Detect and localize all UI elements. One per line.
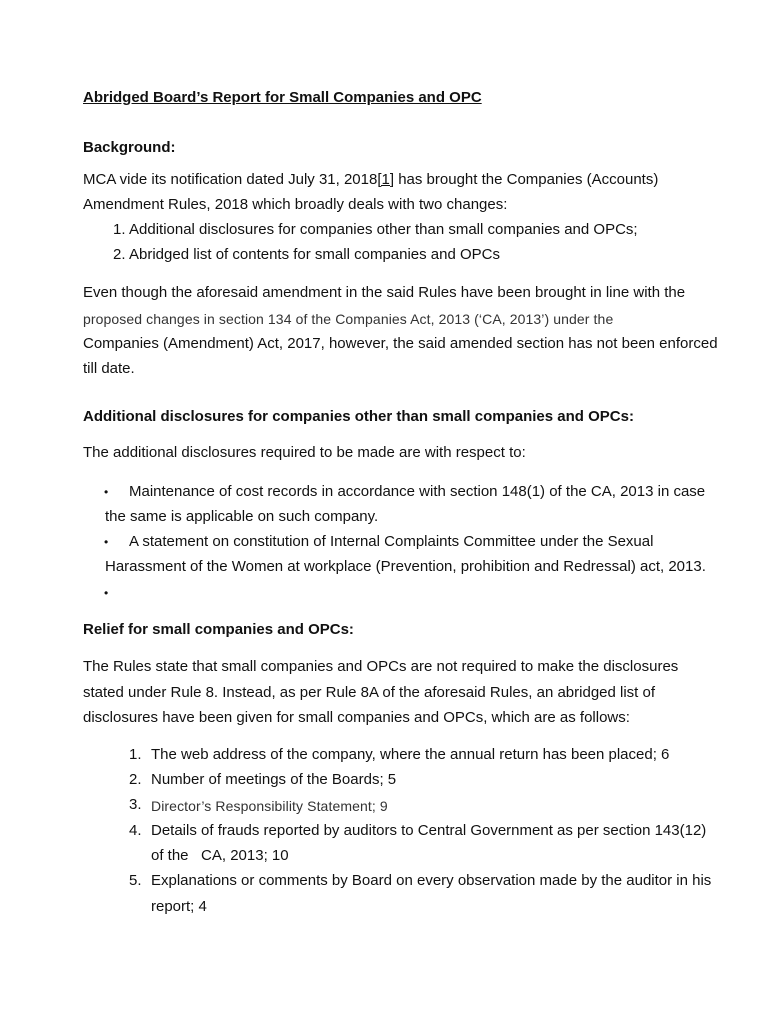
relief-item-number: 1. xyxy=(129,746,142,763)
background-heading: Background: xyxy=(83,139,176,156)
bullet-item-line: Harassment of the Women at workplace (Prevention, prohibition and Redressal) act, 2013. xyxy=(105,558,706,575)
relief-para-line: stated under Rule 8. Instead, as per Rule 8A of the aforesaid Rules, an abridged list of xyxy=(83,684,656,701)
document-title: Abridged Board’s Report for Small Companies and OPC xyxy=(83,89,482,106)
bullet-icon: • xyxy=(104,535,109,549)
relief-item-text: Details of frauds reported by auditors to Central Government as per section 143(12) xyxy=(151,822,707,839)
relief-item-text-cont: report; 4 xyxy=(151,898,207,915)
footnote-link[interactable]: [1] xyxy=(377,171,395,188)
additional-heading: Additional disclosures for companies other than small companies and OPCs: xyxy=(83,408,634,425)
bullet-item-line: the same is applicable on such company. xyxy=(105,508,379,525)
background-line-2: Amendment Rules, 2018 which broadly deals with two changes: xyxy=(83,196,508,213)
background-para-line: till date. xyxy=(83,360,135,377)
background-para-line: Even though the aforesaid amendment in the said Rules have been brought in line with the xyxy=(83,284,686,301)
relief-item-number: 2. xyxy=(129,771,142,788)
background-line-1 xyxy=(83,171,658,189)
relief-item-text: Number of meetings of the Boards; 5 xyxy=(151,771,397,788)
relief-item-text: Director’s Responsibility Statement; 9 xyxy=(151,798,388,814)
background-para-line: proposed changes in section 134 of the Companies Act, 2013 (‘CA, 2013’) under the xyxy=(83,311,614,327)
bullet-item-line: Maintenance of cost records in accordance with section 148(1) of the CA, 2013 in case xyxy=(129,483,706,500)
relief-item-text: The web address of the company, where the annual return has been placed; 6 xyxy=(151,746,670,763)
relief-item-number: 3. xyxy=(129,796,142,813)
relief-item-number: 4. xyxy=(129,822,142,839)
relief-item-text: Explanations or comments by Board on every observation made by the auditor in his xyxy=(151,872,712,889)
relief-para-line: The Rules state that small companies and OPCs are not required to make the disclosures xyxy=(83,658,679,675)
change-item-text: Additional disclosures for companies other than small companies and OPCs; xyxy=(129,221,638,238)
additional-intro: The additional disclosures required to be made are with respect to: xyxy=(83,444,526,461)
background-line-1-post: has brought the Companies (Accounts) xyxy=(394,171,659,188)
change-item-number: 2. xyxy=(113,246,126,263)
relief-para-line: disclosures have been given for small companies and OPCs, which are as follows: xyxy=(83,709,630,726)
change-item-text: Abridged list of contents for small companies and OPCs xyxy=(129,246,501,263)
relief-item-number: 5. xyxy=(129,872,142,889)
background-line-1-pre: MCA vide its notification dated July 31, 2018 xyxy=(83,171,378,188)
bullet-icon: • xyxy=(104,485,109,499)
relief-item-text-cont: of the CA, 2013; 10 xyxy=(151,847,289,864)
change-item-number: 1. xyxy=(113,221,126,238)
bullet-item-line: A statement on constitution of Internal Complaints Committee under the Sexual xyxy=(129,533,654,550)
background-para-line: Companies (Amendment) Act, 2017, however, the said amended section has not been enforced xyxy=(83,335,718,352)
bullet-icon: • xyxy=(104,586,109,600)
relief-heading: Relief for small companies and OPCs: xyxy=(83,621,354,638)
